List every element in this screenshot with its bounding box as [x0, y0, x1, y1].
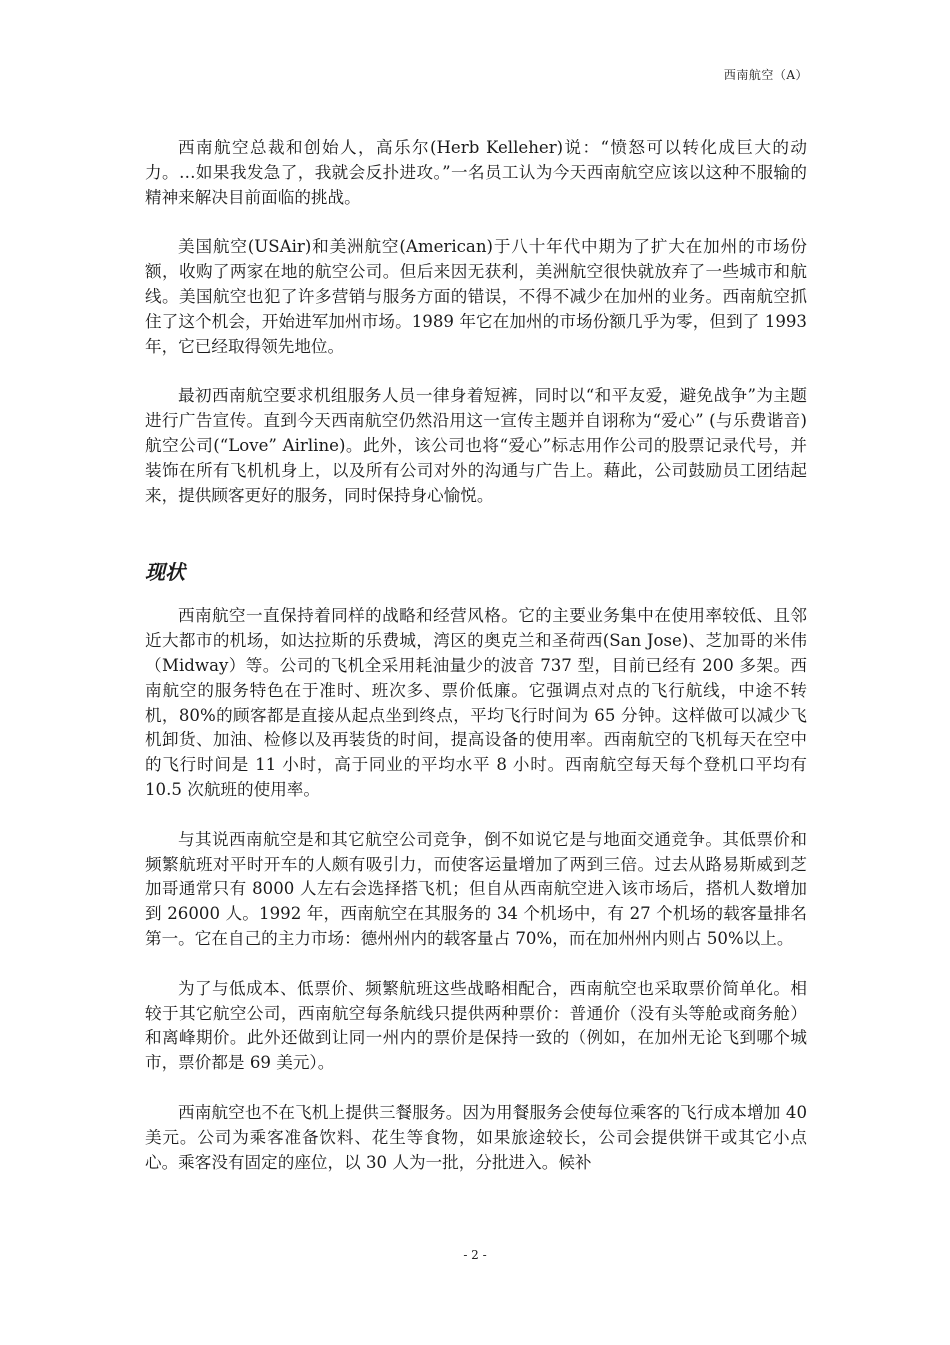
section-heading-current-status: 现状 — [145, 560, 185, 585]
paragraph-kelleher-quote: 西南航空总裁和创始人，高乐尔(Herb Kelleher)说：“愤怒可以转化成巨大的动力。…如果我发急了，我就会反扑进攻。”一名员工认为今天西南航空应该以这种不服输的精神来解决目前面临的挑战。 — [145, 138, 807, 207]
page-number: - 2 - — [463, 1248, 487, 1262]
document-body — [145, 136, 807, 1200]
paragraph-love-airline: 最初西南航空要求机组服务人员一律身着短裤，同时以“和平友爱，避免战争”为主题进行广告宣传。直到今天西南航空仍然沿用这一宣传主题并自诩称为“爱心” (与乐费谐音)航空公司(“Love” Airline)。此外，该公司也将“爱心”标志用作公司的股票记录代号，并装饰在所有飞机机身上，以及所有公司对外的沟通与广告上。藉此，公司鼓励员工团结起来，提供顾客更好的服务，同时保持身心愉悦。 — [145, 386, 807, 505]
running-header: 西南航空（A） — [723, 68, 808, 82]
paragraph-meal-service: 西南航空也不在飞机上提供三餐服务。因为用餐服务会使每位乘客的飞行成本增加 40 美元。公司为乘客准备饮料、花生等食物，如果旅途较长，公司会提供饼干或其它小点心。乘客没有固定的座位，以 30 人为一批，分批进入。候补 — [145, 1102, 807, 1172]
paragraph-strategy: 西南航空一直保持着同样的战略和经营风格。它的主要业务集中在使用率较低、且邻近大都市的机场，如达拉斯的乐费城，湾区的奥克兰和圣荷西(San Jose)、芝加哥的米伟（Midway）等。公司的飞机全采用耗油量少的波音 737 型，目前已经有 200 多架。西南航空的服务特色在于准时、班次多、票价低廉。它强调点对点的飞行航线，中途不转机，80%的顾客都是直接从起点坐到终点，平均飞行时间为 65 分钟。这样做可以减少飞机卸货、加油、检修以及再装货的时间，提高设备的使用率。西南航空的飞机每天在空中的飞行时间是 11 小时，高于同业的平均水平 8 小时。西南航空每天每个登机口平均有 10.5 次航班的使用率。 — [145, 606, 807, 799]
paragraph-fare-simplification: 为了与低成本、低票价、频繁航班这些战略相配合，西南航空也采取票价简单化。相较于其它航空公司，西南航空每条航线只提供两种票价：普通价（没有头等舱或商务舱）和离峰期价。此外还做到让同一州内的票价是保持一致的（例如，在加州无论飞到哪个城市，票价都是 69 美元）。 — [145, 978, 807, 1073]
paragraph-california-market: 美国航空(USAir)和美洲航空(American)于八十年代中期为了扩大在加州的市场份额，收购了两家在地的航空公司。但后来因无获利，美洲航空很快就放弃了一些城市和航线。美国航空也犯了许多营销与服务方面的错误，不得不减少在加州的业务。西南航空抓住了这个机会，开始进军加州市场。1989 年它在加州的市场份额几乎为零，但到了 1993 年，它已经取得领先地位。 — [145, 237, 807, 356]
paragraph-ground-competition: 与其说西南航空是和其它航空公司竞争，倒不如说它是与地面交通竞争。其低票价和频繁航班对平时开车的人颇有吸引力，而使客运量增加了两到三倍。过去从路易斯威到芝加哥通常只有 8000 人左右会选择搭飞机；但自从西南航空进入该市场后，搭机人数增加到 26000 人。1992 年，西南航空在其服务的 34 个机场中，有 27 个机场的载客量排名第一。它在自己的主力市场：德州州内的载客量占 70%，而在加州州内则占 50%以上。 — [145, 829, 807, 948]
